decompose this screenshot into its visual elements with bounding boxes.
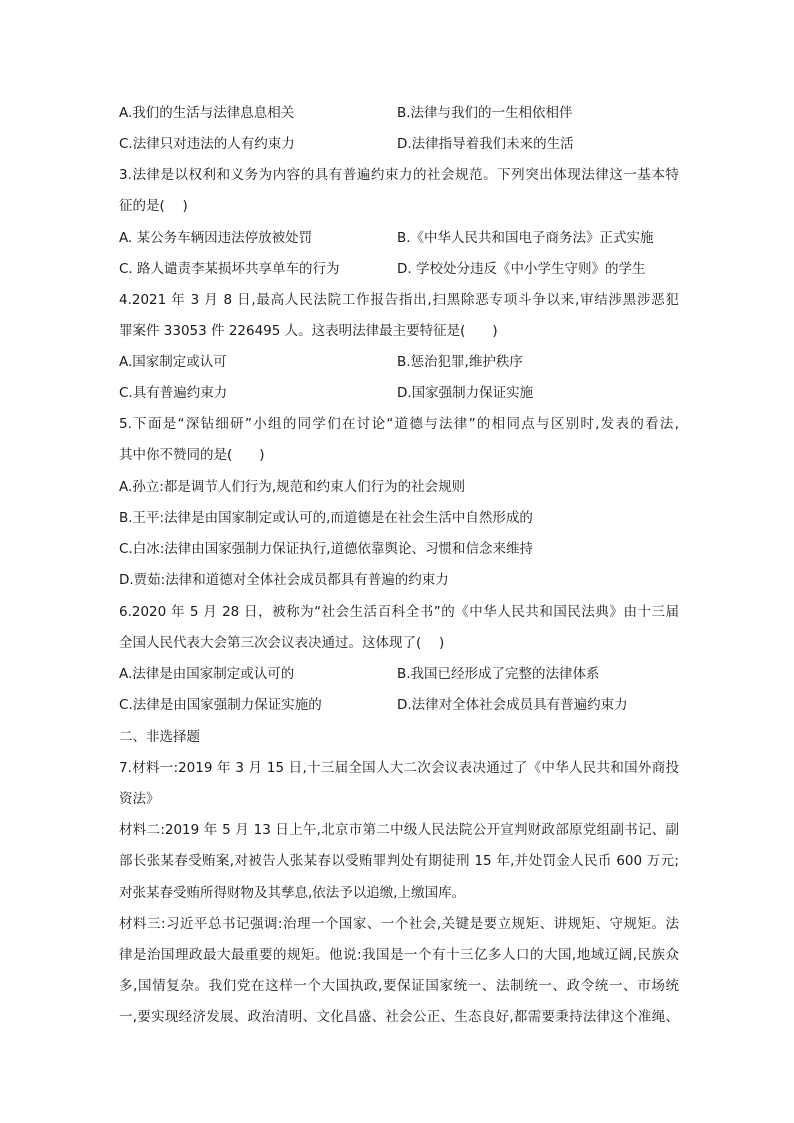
q4-stem-line-1: 4.2021 年 3 月 8 日,最高人民法院工作报告指出,扫黑除恶专项斗争以来,审结涉黑涉恶犯 xyxy=(119,292,679,308)
q5-option-d: D.贾茹:法律和道德对全体社会成员都具有普遍的约束力 xyxy=(119,572,449,588)
q6-option-c: C.法律是由国家强制力保证实施的 xyxy=(119,697,322,713)
q7-material-2-line-1: 材料二:2019 年 5 月 13 日上午,北京市第二中级人民法院公开宣判财政部原党组副书记、副 xyxy=(119,822,679,838)
q2-option-c: C.法律只对违法的人有约束力 xyxy=(119,136,295,152)
q2-option-b: B.法律与我们的一生相依相伴 xyxy=(397,105,573,121)
q5-option-b: B.王平:法律是由国家制定或认可的,而道德是在社会生活中自然形成的 xyxy=(119,510,533,526)
q7-material-1-line-2: 资法》 xyxy=(119,791,160,807)
q7-material-3-line-3: 多,国情复杂。我们党在这样一个大国执政,要保证国家统一、法制统一、政令统一、市场统 xyxy=(119,978,679,994)
q6-option-a: A.法律是由国家制定或认可的 xyxy=(119,666,295,682)
q4-option-d: D.国家强制力保证实施 xyxy=(397,385,534,401)
q7-material-1-line-1: 7.材料一:2019 年 3 月 15 日,十三届全国人大二次会议表决通过了《中华人民共和国外商投 xyxy=(119,760,679,776)
q3-stem-line-2: 征的是( ) xyxy=(119,198,188,214)
q4-option-b: B.惩治犯罪,维护秩序 xyxy=(397,354,523,370)
q2-option-d: D.法律指导着我们未来的生活 xyxy=(397,136,574,152)
q6-option-d: D.法律对全体社会成员具有普遍约束力 xyxy=(397,697,628,713)
q6-stem-line-2: 全国人民代表大会第三次会议表决通过。这体现了( ) xyxy=(119,635,445,651)
q7-material-2-line-3: 对张某春受贿所得财物及其孳息,依法予以追缴,上缴国库。 xyxy=(119,885,466,901)
q5-option-a: A.孙立:都是调节人们行为,规范和约束人们行为的社会规则 xyxy=(119,479,466,495)
q5-option-c: C.白冰:法律由国家强制力保证执行,道德依靠舆论、习惯和信念来维持 xyxy=(119,541,534,557)
q2-option-a: A.我们的生活与法律息息相关 xyxy=(119,105,295,121)
q7-material-3-line-2: 律是治国理政最大最重要的规矩。他说:我国是一个有十三亿多人口的大国,地域辽阔,民族众 xyxy=(119,947,679,963)
q3-option-d: D. 学校处分违反《中小学生守则》的学生 xyxy=(397,261,646,277)
q7-material-2-line-2: 部长张某春受贿案,对被告人张某春以受贿罪判处有期徒刑 15 年,并处罚金人民币 600 万元; xyxy=(119,853,679,869)
q3-option-c: C. 路人谴责李某损坏共享单车的行为 xyxy=(119,261,340,277)
q3-option-a: A. 某公务车辆因违法停放被处罚 xyxy=(119,230,313,246)
q3-option-b: B.《中华人民共和国电子商务法》正式实施 xyxy=(397,230,654,246)
q6-option-b: B.我国已经形成了完整的法律体系 xyxy=(397,666,600,682)
q4-stem-line-2: 罪案件 33053 件 226495 人。这表明法律最主要特征是( ) xyxy=(119,323,498,339)
q4-option-c: C.具有普遍约束力 xyxy=(119,385,228,401)
q7-material-3-line-4: 一,要实现经济发展、政治清明、文化昌盛、社会公正、生态良好,都需要秉持法律这个准绳、 xyxy=(119,1009,679,1025)
q7-material-3-line-1: 材料三:习近平总书记强调:治理一个国家、一个社会,关键是要立规矩、讲规矩、守规矩。法 xyxy=(119,916,679,932)
q5-stem-line-2: 其中你不赞同的是( ) xyxy=(119,447,265,463)
q4-option-a: A.国家制定或认可 xyxy=(119,354,227,370)
section-title: 二、非选择题 xyxy=(119,729,200,745)
q6-stem-line-1: 6.2020 年 5 月 28 日，被称为“社会生活百科全书”的《中华人民共和国民法典》由十三届 xyxy=(119,604,679,620)
q5-stem-line-1: 5.下面是“深钻细研”小组的同学们在讨论“道德与法律”的相同点与区别时,发表的看法, xyxy=(119,416,679,432)
q3-stem-line-1: 3.法律是以权利和义务为内容的具有普遍约束力的社会规范。下列突出体现法律这一基本特 xyxy=(119,167,679,183)
